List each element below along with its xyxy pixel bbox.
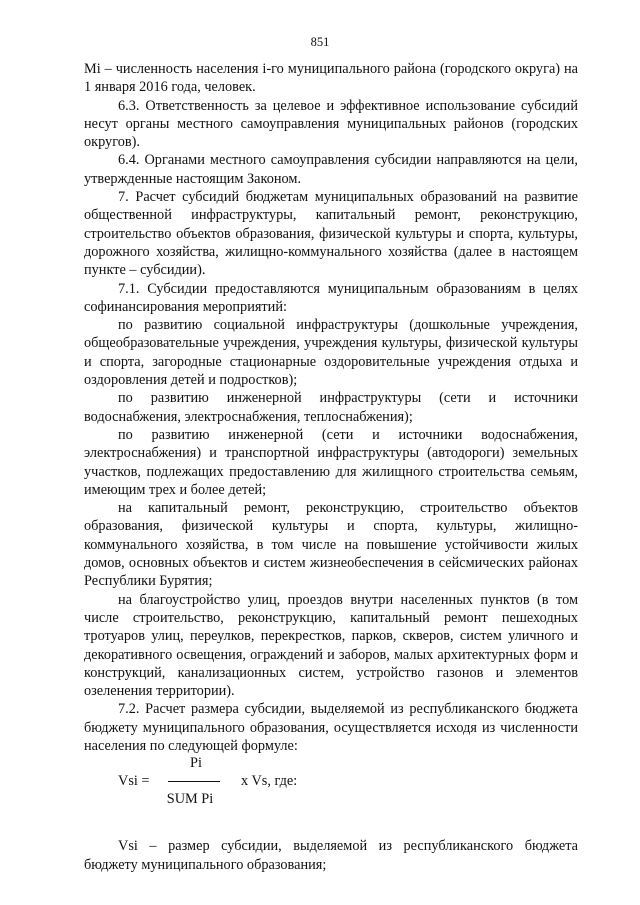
- subsidy-formula: [84, 755, 578, 808]
- paragraph: Vsi – размер субсидии, выделяемой из республиканского бюджета бюджету муниципального образования;: [84, 838, 578, 873]
- paragraph: Mi – численность населения i-го муниципального района (городского округа) на 1 января 2016 года, человек.: [84, 61, 578, 96]
- paragraph: 6.3. Ответственность за целевое и эффективное использование субсидий несут органы местного самоуправления муниципальных районов (городских округов).: [84, 97, 578, 151]
- document-body: [84, 60, 578, 874]
- formula-lhs: Vsi =: [118, 773, 150, 790]
- formula-denominator: SUM Pi: [166, 791, 214, 808]
- list-item-paragraph: по развитию инженерной (сети и источники водоснабжения, электроснабжения) и транспортной инфраструктуры (автодороги) земельных участков, подлежащих предоставлению для жилищного строительства семьям, имеющим трех и более детей;: [84, 426, 578, 498]
- fraction-bar: [168, 781, 220, 782]
- formula-rhs: x Vs, где:: [241, 773, 298, 790]
- paragraph: 7.1. Субсидии предоставляются муниципальным образованиям в целях софинансирования мероприятий:: [84, 280, 578, 315]
- list-item-paragraph: по развитию социальной инфраструктуры (дошкольные учреждения, общеобразовательные учреждения, учреждения культуры, физической культуры и спорта, загородные стационарные оздоровительные учреждения отдыха и оздоровления детей и подростков);: [84, 317, 578, 389]
- list-item-paragraph: на благоустройство улиц, проездов внутри населенных пунктов (в том числе строительство, реконструкцию, капитальный ремонт пешеходных тротуаров улиц, переулков, перекрестков, парков, скверов, систем уличного и декоративного освещения, ограждений и заборов, малых архитектурных форм и конструкций, канализационных систем, устройство газонов и элементов озеленения территории).: [84, 591, 578, 700]
- list-item-paragraph: по развитию инженерной инфраструктуры (сети и источники водоснабжения, электроснабжения, теплоснабжения);: [84, 390, 578, 425]
- paragraph: 7.2. Расчет размера субсидии, выделяемой из республиканского бюджета бюджету муниципального образования, осуществляется исходя из численности населения по следующей формуле:: [84, 701, 578, 754]
- paragraph: 6.4. Органами местного самоуправления субсидии направляются на цели, утвержденные настоящим Законом.: [84, 152, 578, 187]
- paragraph: 7. Расчет субсидий бюджетам муниципальных образований на развитие общественной инфраструктуры, капитальный ремонт, реконструкцию, строительство объектов образования, физической культуры и спорта, культуры, дорожного хозяйства, жилищно-коммунального хозяйства (далее в настоящем пункте – субсидии).: [84, 189, 578, 279]
- page-number: 851: [310, 35, 330, 49]
- list-item-paragraph: на капитальный ремонт, реконструкцию, строительство объектов образования, физической культуры и спорта, культуры, жилищно-коммунального хозяйства, в том числе на повышение устойчивости жилых домов, основных объектов и систем жизнеобеспечения в сейсмических районах Республики Бурятия;: [84, 500, 578, 590]
- formula-numerator: Pi: [190, 755, 202, 772]
